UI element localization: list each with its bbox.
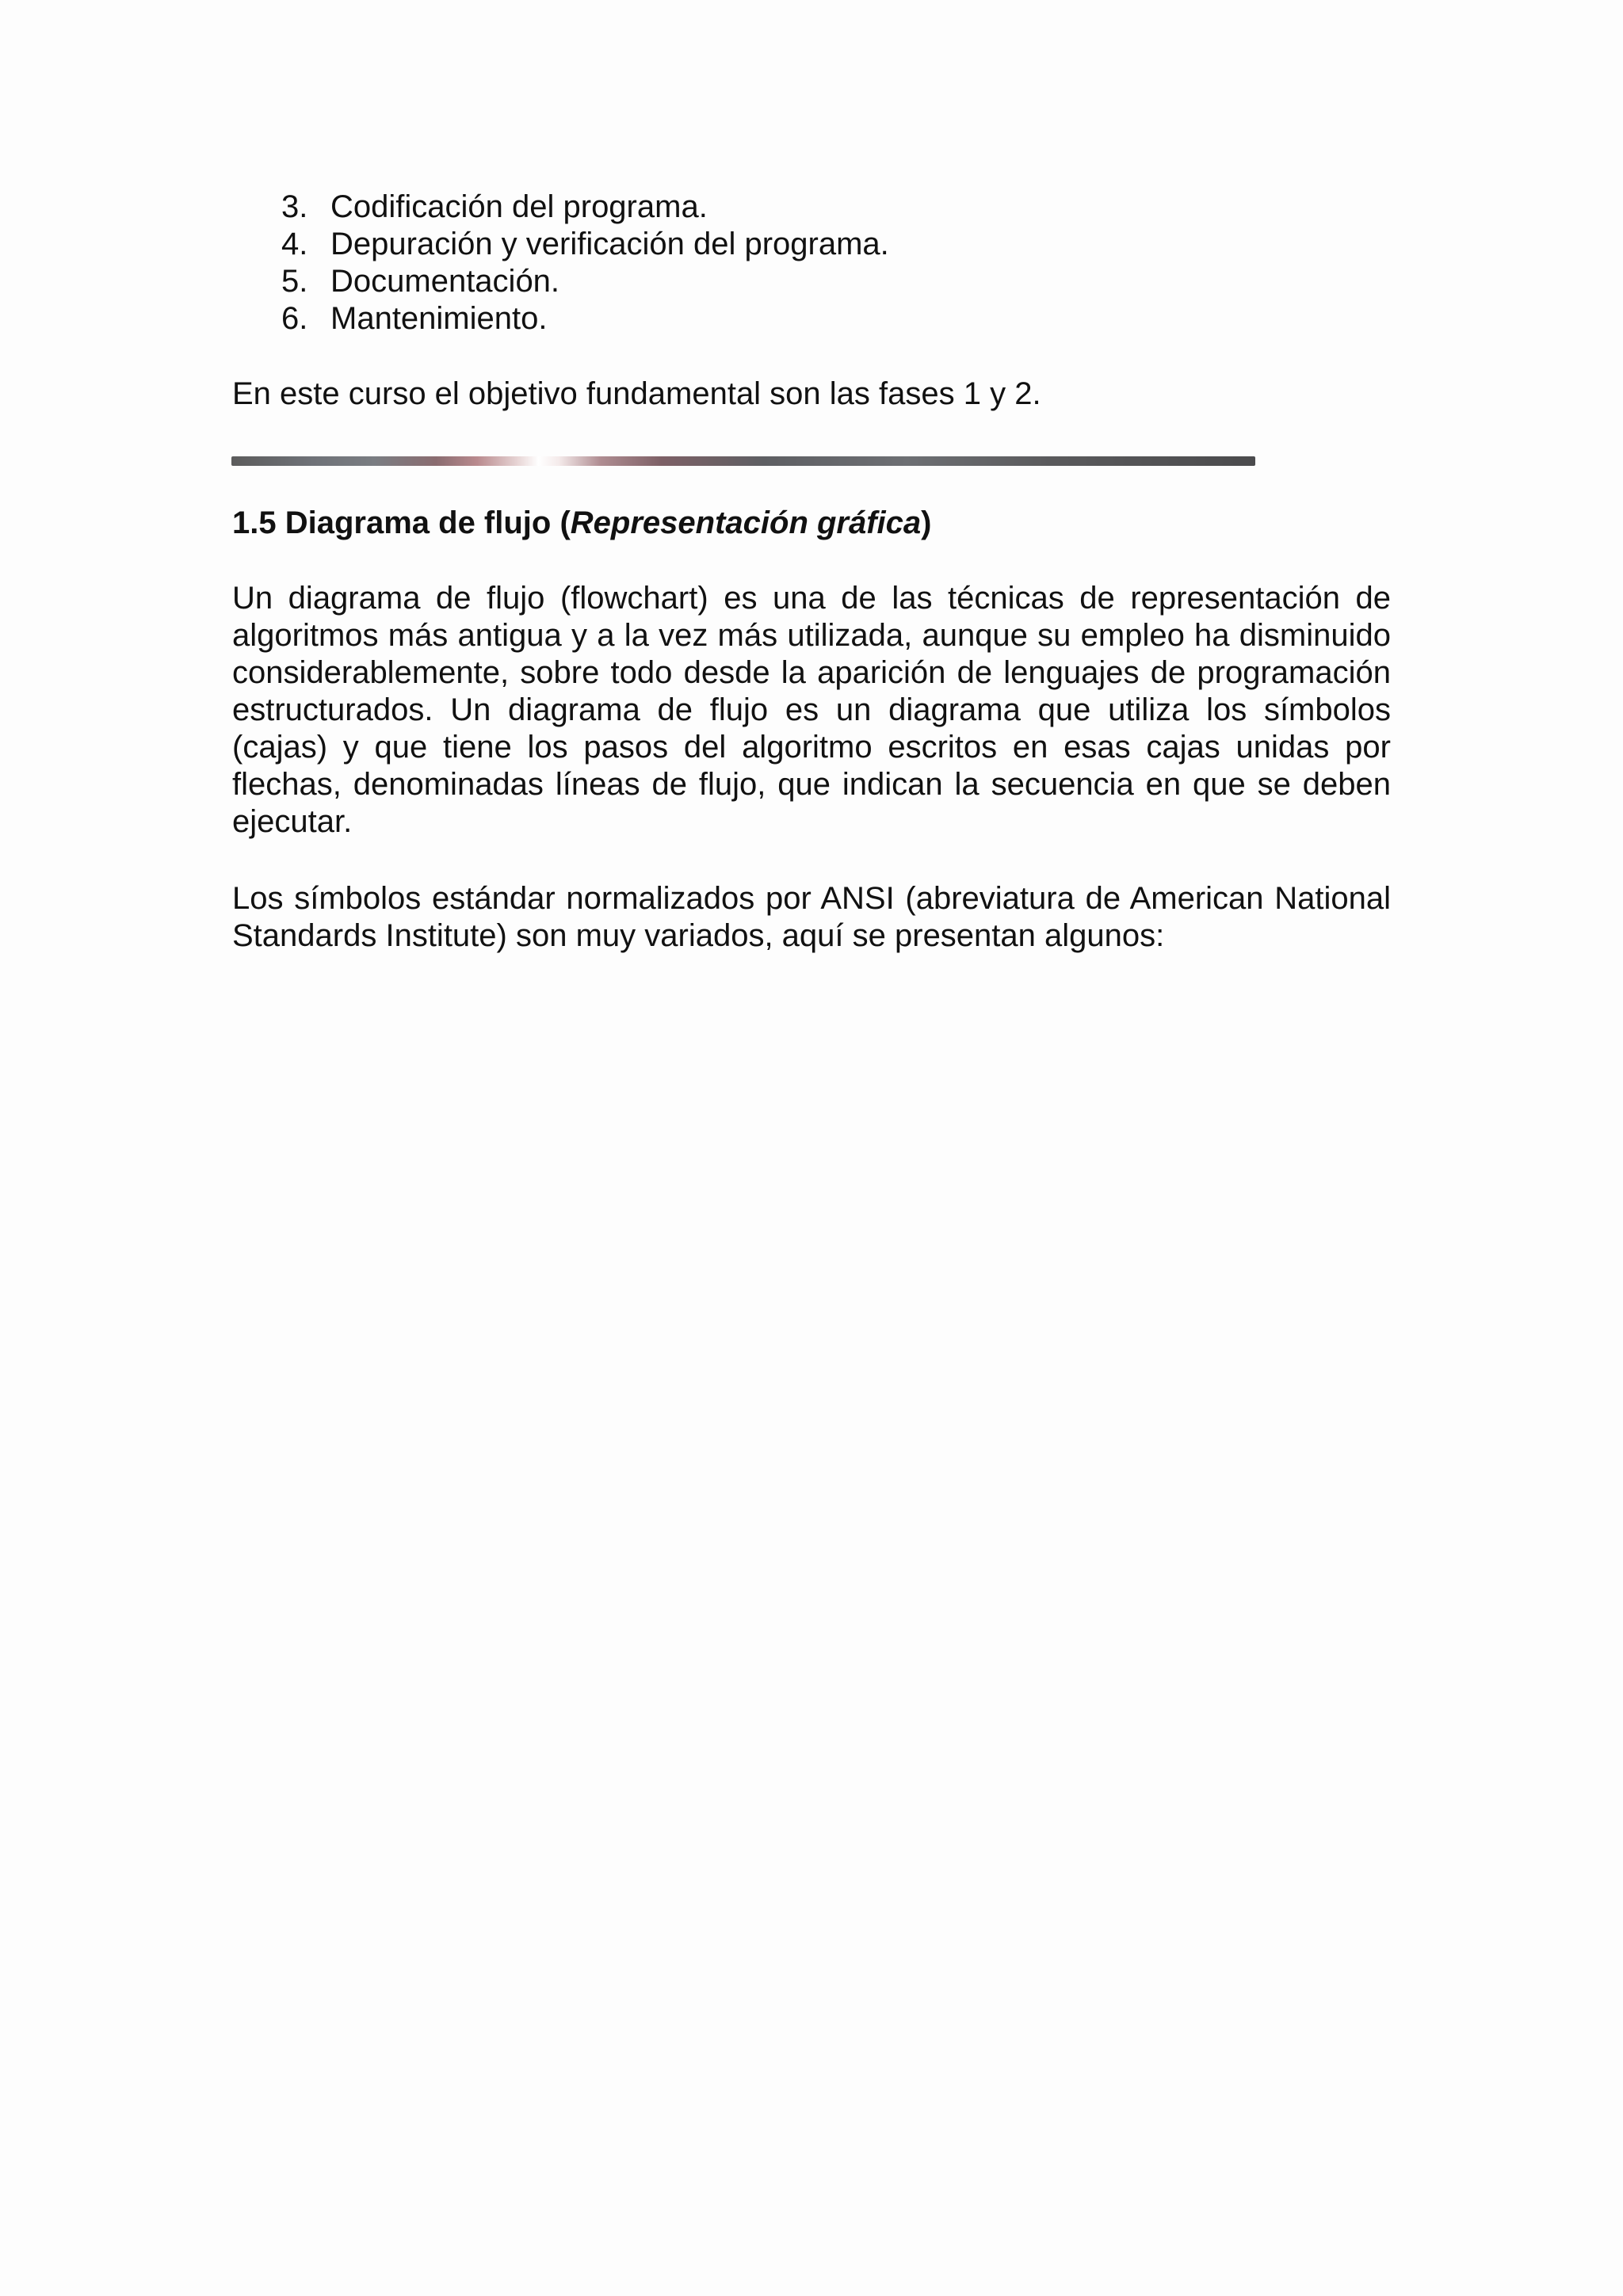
section-heading-italic: Representación gráfica	[570, 505, 922, 540]
list-item	[281, 226, 889, 263]
list-item-number: 4.	[281, 227, 308, 261]
list-item-text: Documentación.	[330, 264, 560, 299]
list-item-number: 3.	[281, 189, 308, 224]
section-divider	[231, 456, 1255, 466]
list-item	[281, 263, 889, 300]
phase-list	[281, 189, 889, 338]
list-item-text: Codificación del programa.	[330, 189, 708, 224]
list-item-number: 5.	[281, 264, 308, 299]
intro-note: En este curso el objetivo fundamental son las fases 1 y 2.	[232, 376, 1041, 411]
list-item	[281, 300, 889, 338]
list-item-text: Mantenimiento.	[330, 301, 548, 336]
list-item	[281, 189, 889, 226]
definition-paragraph: Un diagrama de flujo (flowchart) es una de las técnicas de representación de algoritmos más antigua y a la vez más utilizada, aunque su empleo ha disminuido considerablemente, sobre todo desde la aparición de lenguajes de programación estructurados. Un diagrama de flujo es un diagrama que utiliza los símbolos (cajas) y que tiene los pasos del algoritmo escritos en esas cajas unidas por flechas, denominadas líneas de flujo, que indican la secuencia en que se deben ejecutar.	[232, 581, 1391, 839]
section-heading	[232, 505, 932, 542]
section-heading-close: )	[921, 505, 932, 540]
ansi-paragraph: Los símbolos estándar normalizados por ANSI (abreviatura de American National Standards Institute) son muy variados, aquí se presentan algunos:	[232, 881, 1391, 953]
list-item-text: Depuración y verificación del programa.	[330, 227, 889, 261]
list-item-number: 6.	[281, 301, 308, 336]
section-heading-title: 1.5 Diagrama de flujo (	[232, 505, 571, 540]
